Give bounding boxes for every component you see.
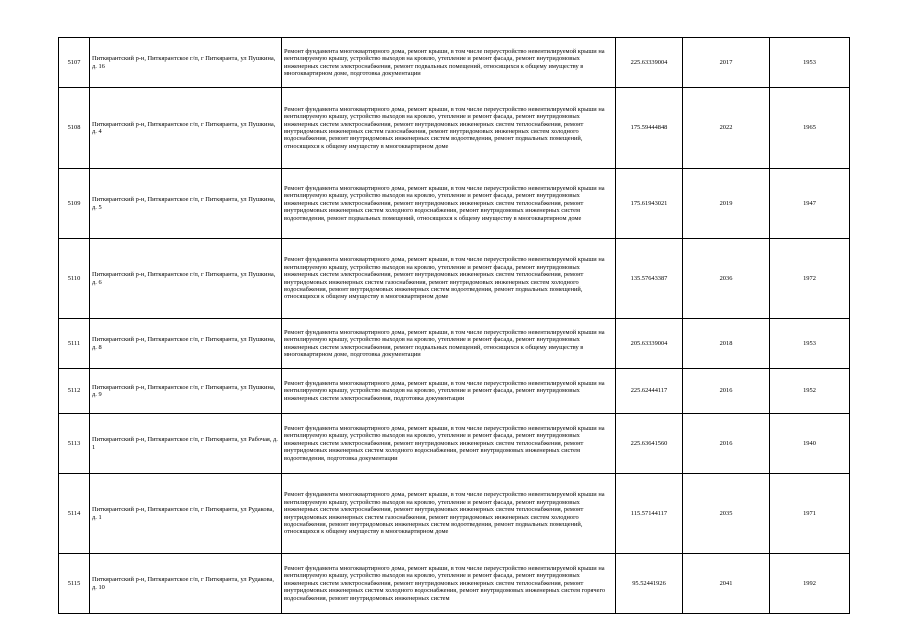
- built-year-cell: 1965: [770, 88, 850, 169]
- table-row: [59, 474, 850, 554]
- row-number: 5115: [59, 554, 90, 614]
- address-cell: Питкярантский р-н, Питкярантское г/п, г Питкяранта, ул Рабочая, д. 1: [90, 414, 282, 474]
- row-number: 5108: [59, 88, 90, 169]
- planned-year-cell: 2036: [683, 239, 770, 319]
- works-cell: Ремонт фундамента многоквартирного дома, ремонт крыши, в том числе переустройство невентилируемой крыши на вентилируемую крышу, устройство выходов на кровлю, утепление и ремонт фасада, ремонт внутридомовых инженерных систем электроснабжения, ремонт внутридомовых инженерных систем теплоснабжения, ремонт внутридомовых инженерных систем холодного водоснабжения, ремонт внутридомовых инженерных систем горячего водоснабжения, ремонт внутридомовых инженерных систем: [282, 554, 616, 614]
- works-cell: Ремонт фундамента многоквартирного дома, ремонт крыши, в том числе переустройство невентилируемой крыши на вентилируемую крышу, устройство выходов на кровлю, утепление и ремонт фасада, ремонт внутридомовых инженерных систем электроснабжения, ремонт подвальных помещений, относящихся к общему имуществу в многоквартирном доме, подготовка документации: [282, 319, 616, 369]
- planned-year-cell: 2017: [683, 38, 770, 88]
- address-cell: Питкярантский р-н, Питкярантское г/п, г Питкяранта, ул Рудакова, д. 1: [90, 474, 282, 554]
- built-year-cell: 1952: [770, 369, 850, 414]
- area-cell: 95.52441926: [616, 554, 683, 614]
- row-number: 5111: [59, 319, 90, 369]
- table-row: [59, 369, 850, 414]
- works-cell: Ремонт фундамента многоквартирного дома, ремонт крыши, в том числе переустройство невентилируемой крыши на вентилируемую крышу, устройство выходов на кровлю, утепление и ремонт фасада, ремонт внутридомовых инженерных систем электроснабжения, ремонт подвальных помещений, относящихся к общему имуществу в многоквартирном доме, подготовка документации: [282, 38, 616, 88]
- row-number: 5110: [59, 239, 90, 319]
- planned-year-cell: 2016: [683, 369, 770, 414]
- table-row: [59, 414, 850, 474]
- works-cell: Ремонт фундамента многоквартирного дома, ремонт крыши, в том числе переустройство невентилируемой крыши на вентилируемую крышу, устройство выходов на кровлю, утепление и ремонт фасада, ремонт внутридомовых инженерных систем электроснабжения, ремонт внутридомовых инженерных систем теплоснабжения, ремонт внутридомовых инженерных систем газоснабжения, ремонт внутридомовых инженерных систем холодного водоснабжения, ремонт внутридомовых инженерных систем водоотведения, ремонт подвальных помещений, относящихся к общему имуществу в многоквартирном доме: [282, 239, 616, 319]
- row-number: 5109: [59, 169, 90, 239]
- address-cell: Питкярантский р-н, Питкярантское г/п, г Питкяранта, ул Пушкина, д. 9: [90, 369, 282, 414]
- built-year-cell: 1992: [770, 554, 850, 614]
- works-cell: Ремонт фундамента многоквартирного дома, ремонт крыши, в том числе переустройство невентилируемой крыши на вентилируемую крышу, устройство выходов на кровлю, утепление и ремонт фасада, ремонт внутридомовых инженерных систем электроснабжения, ремонт внутридомовых инженерных систем теплоснабжения, ремонт внутридомовых инженерных систем газоснабжения, ремонт внутридомовых инженерных систем холодного водоснабжения, ремонт внутридомовых инженерных систем водоотведения, ремонт подвальных помещений, относящихся к общему имуществу в многоквартирном доме: [282, 88, 616, 169]
- planned-year-cell: 2022: [683, 88, 770, 169]
- planned-year-cell: 2035: [683, 474, 770, 554]
- works-cell: Ремонт фундамента многоквартирного дома, ремонт крыши, в том числе переустройство невентилируемой крыши на вентилируемую крышу, устройство выходов на кровлю, утепление и ремонт фасада, ремонт внутридомовых инженерных систем электроснабжения, подготовка документации: [282, 369, 616, 414]
- address-cell: Питкярантский р-н, Питкярантское г/п, г Питкяранта, ул Пушкина, д. 16: [90, 38, 282, 88]
- row-number: 5107: [59, 38, 90, 88]
- area-cell: 205.63339004: [616, 319, 683, 369]
- area-cell: 225.62444117: [616, 369, 683, 414]
- address-cell: Питкярантский р-н, Питкярантское г/п, г Питкяранта, ул Пушкина, д. 4: [90, 88, 282, 169]
- built-year-cell: 1940: [770, 414, 850, 474]
- area-cell: 115.57144117: [616, 474, 683, 554]
- address-cell: Питкярантский р-н, Питкярантское г/п, г Питкяранта, ул Пушкина, д. 5: [90, 169, 282, 239]
- table-row: [59, 169, 850, 239]
- area-cell: 135.57643387: [616, 239, 683, 319]
- address-cell: Питкярантский р-н, Питкярантское г/п, г Питкяранта, ул Рудакова, д. 10: [90, 554, 282, 614]
- planned-year-cell: 2018: [683, 319, 770, 369]
- works-cell: Ремонт фундамента многоквартирного дома, ремонт крыши, в том числе переустройство невентилируемой крыши на вентилируемую крышу, устройство выходов на кровлю, утепление и ремонт фасада, ремонт внутридомовых инженерных систем электроснабжения, ремонт внутридомовых инженерных систем теплоснабжения, ремонт внутридомовых инженерных систем газоснабжения, ремонт внутридомовых инженерных систем холодного водоснабжения, ремонт внутридомовых инженерных систем водоотведения, ремонт подвальных помещений, относящихся к общему имуществу в многоквартирном доме: [282, 474, 616, 554]
- table-row: [59, 554, 850, 614]
- planned-year-cell: 2019: [683, 169, 770, 239]
- planned-year-cell: 2041: [683, 554, 770, 614]
- built-year-cell: 1972: [770, 239, 850, 319]
- table-row: [59, 88, 850, 169]
- built-year-cell: 1953: [770, 38, 850, 88]
- planned-year-cell: 2016: [683, 414, 770, 474]
- area-cell: 175.61943021: [616, 169, 683, 239]
- area-cell: 175.59444848: [616, 88, 683, 169]
- row-number: 5113: [59, 414, 90, 474]
- address-cell: Питкярантский р-н, Питкярантское г/п, г Питкяранта, ул Пушкина, д. 6: [90, 239, 282, 319]
- row-number: 5114: [59, 474, 90, 554]
- area-cell: 225.63339004: [616, 38, 683, 88]
- table-row: [59, 319, 850, 369]
- row-number: 5112: [59, 369, 90, 414]
- table-row: [59, 38, 850, 88]
- address-cell: Питкярантский р-н, Питкярантское г/п, г Питкяранта, ул Пушкина, д. 8: [90, 319, 282, 369]
- works-cell: Ремонт фундамента многоквартирного дома, ремонт крыши, в том числе переустройство невентилируемой крыши на вентилируемую крышу, устройство выходов на кровлю, утепление и ремонт фасада, ремонт внутридомовых инженерных систем электроснабжения, ремонт внутридомовых инженерных систем теплоснабжения, ремонт внутридомовых инженерных систем холодного водоснабжения, ремонт внутридомовых инженерных систем водоотведения, ремонт подвальных помещений, относящихся к общему имуществу в многоквартирном доме: [282, 169, 616, 239]
- built-year-cell: 1953: [770, 319, 850, 369]
- area-cell: 225.63641560: [616, 414, 683, 474]
- built-year-cell: 1971: [770, 474, 850, 554]
- built-year-cell: 1947: [770, 169, 850, 239]
- table-row: [59, 239, 850, 319]
- works-cell: Ремонт фундамента многоквартирного дома, ремонт крыши, в том числе переустройство невентилируемой крыши на вентилируемую крышу, устройство выходов на кровлю, утепление и ремонт фасада, ремонт внутридомовых инженерных систем электроснабжения, ремонт внутридомовых инженерных систем теплоснабжения, ремонт внутридомовых инженерных систем холодного водоснабжения, ремонт внутридомовых инженерных систем водоотведения, подготовка документации: [282, 414, 616, 474]
- data-table: [58, 37, 850, 614]
